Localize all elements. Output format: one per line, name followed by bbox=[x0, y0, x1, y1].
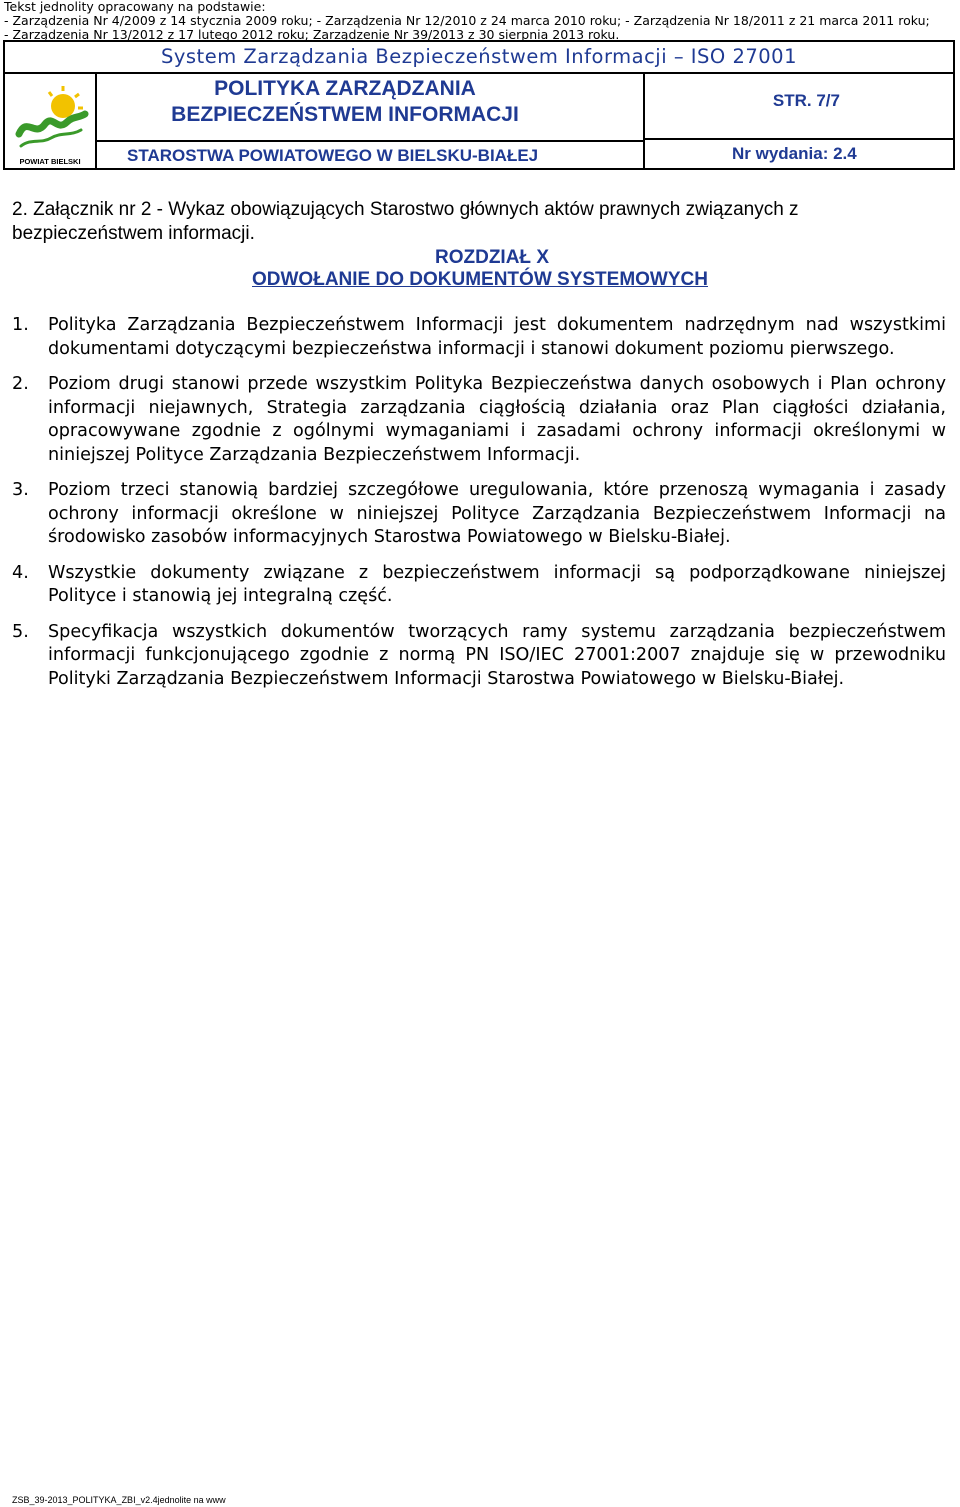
item-text: Wszystkie dokumenty związane z bezpieczeństwem informacji są podporządkowane niniejszej Polityce i stanowią jej integralną część. bbox=[48, 562, 946, 606]
item-number: 4. bbox=[12, 562, 29, 583]
item-number: 1. bbox=[12, 315, 29, 335]
item-text: Polityka Zarządzania Bezpieczeństwem Informacji jest dokumentem nadrzędnym nad wszystkimi dokumentami dotyczącymi bezpieczeństwa informacji i stanowi dokument poziomu pierwszego. bbox=[48, 315, 946, 359]
attachment-reference bbox=[12, 198, 952, 246]
edition-number: Nr wydania: 2.4 bbox=[732, 144, 857, 163]
revision-note bbox=[4, 0, 930, 42]
document-title-line1: POLITYKA ZARZĄDZANIA bbox=[214, 77, 476, 100]
list-item bbox=[12, 562, 946, 609]
office-name: STAROSTWA POWIATOWEGO W BIELSKU-BIAŁEJ bbox=[95, 140, 643, 170]
list-item bbox=[12, 621, 946, 692]
document-header bbox=[3, 40, 955, 170]
provisions-list bbox=[12, 314, 946, 703]
item-text: Poziom trzeci stanowią bardziej szczegółowe uregulowania, które przenoszą wymagania i zasady ochrony informacji określone w niniejszej Polityce Zarządzania Bezpieczeństwem Informacji na środowisko zasobów informacyjnych Starostwa Powiatowego w Bielsku-Białej. bbox=[48, 480, 946, 547]
item-number: 5. bbox=[12, 621, 29, 642]
revision-note-line: - Zarządzenia Nr 13/2012 z 17 lutego 2012 roku; Zarządzenie Nr 39/2013 z 30 sierpnia 2013 roku. bbox=[4, 27, 620, 42]
revision-note-heading: Tekst jednolity opracowany na podstawie: bbox=[4, 0, 266, 14]
page-number: STR. 7/7 bbox=[772, 91, 840, 110]
revision-note-line: - Zarządzenia Nr 4/2009 z 14 stycznia 2009 roku; - Zarządzenia Nr 12/2010 z 24 marca 2010 roku; - Zarządzenia Nr 18/2011 z 21 marca 2011 roku; bbox=[4, 13, 930, 28]
item-text: Poziom drugi stanowi przede wszystkim Polityka Bezpieczeństwa danych osobowych i Plan ochrony informacji niejawnych, Strategia zarządzania ciągłością działania oraz Plan ciągłości działania, opracowywane zgodnie z ogólnymi wymaganiami i zasadami ochrony informacji określonymi w niniejszej Polityce Zarządzania Bezpieczeństwem Informacji. bbox=[48, 374, 946, 465]
logo-caption: POWIAT BIELSKI bbox=[19, 157, 81, 166]
attachment-number: 2. bbox=[12, 199, 28, 220]
logo-graphic bbox=[5, 72, 95, 170]
chapter-number: ROZDZIAŁ X bbox=[435, 247, 549, 268]
item-number: 2. bbox=[12, 374, 29, 394]
powiat-bielski-logo bbox=[5, 72, 97, 170]
page-cell bbox=[643, 72, 955, 140]
list-item bbox=[12, 314, 946, 361]
item-text: Specyfikacja wszystkich dokumentów tworzących ramy systemu zarządzania bezpieczeństwem informacji funkcjonującego zgodnie z normą PN ISO/IEC 27001:2007 znajduje się w przewodniku Polityki Zarządzania Bezpieczeństwem Informacji Starostwa Powiatowego w Bielsku-Białej. bbox=[48, 621, 946, 689]
list-item bbox=[12, 373, 946, 467]
document-title-line2: BEZPIECZEŃSTWEM INFORMACJI bbox=[171, 103, 519, 126]
title-cell bbox=[95, 72, 645, 170]
system-title: System Zarządzania Bezpieczeństwem Informacji – ISO 27001 bbox=[5, 42, 953, 74]
chapter-title: ODWOŁANIE DO DOKUMENTÓW SYSTEMOWYCH bbox=[252, 269, 708, 290]
attachment-text: Załącznik nr 2 - Wykaz obowiązujących Starostwo głównych aktów prawnych związanych z bezpieczeństwem informacji. bbox=[12, 199, 799, 244]
footer-filename: ZSB_39-2013_POLITYKA_ZBI_v2.4jednolite na www bbox=[12, 1495, 226, 1505]
list-item bbox=[12, 479, 946, 550]
item-number: 3. bbox=[12, 480, 29, 500]
